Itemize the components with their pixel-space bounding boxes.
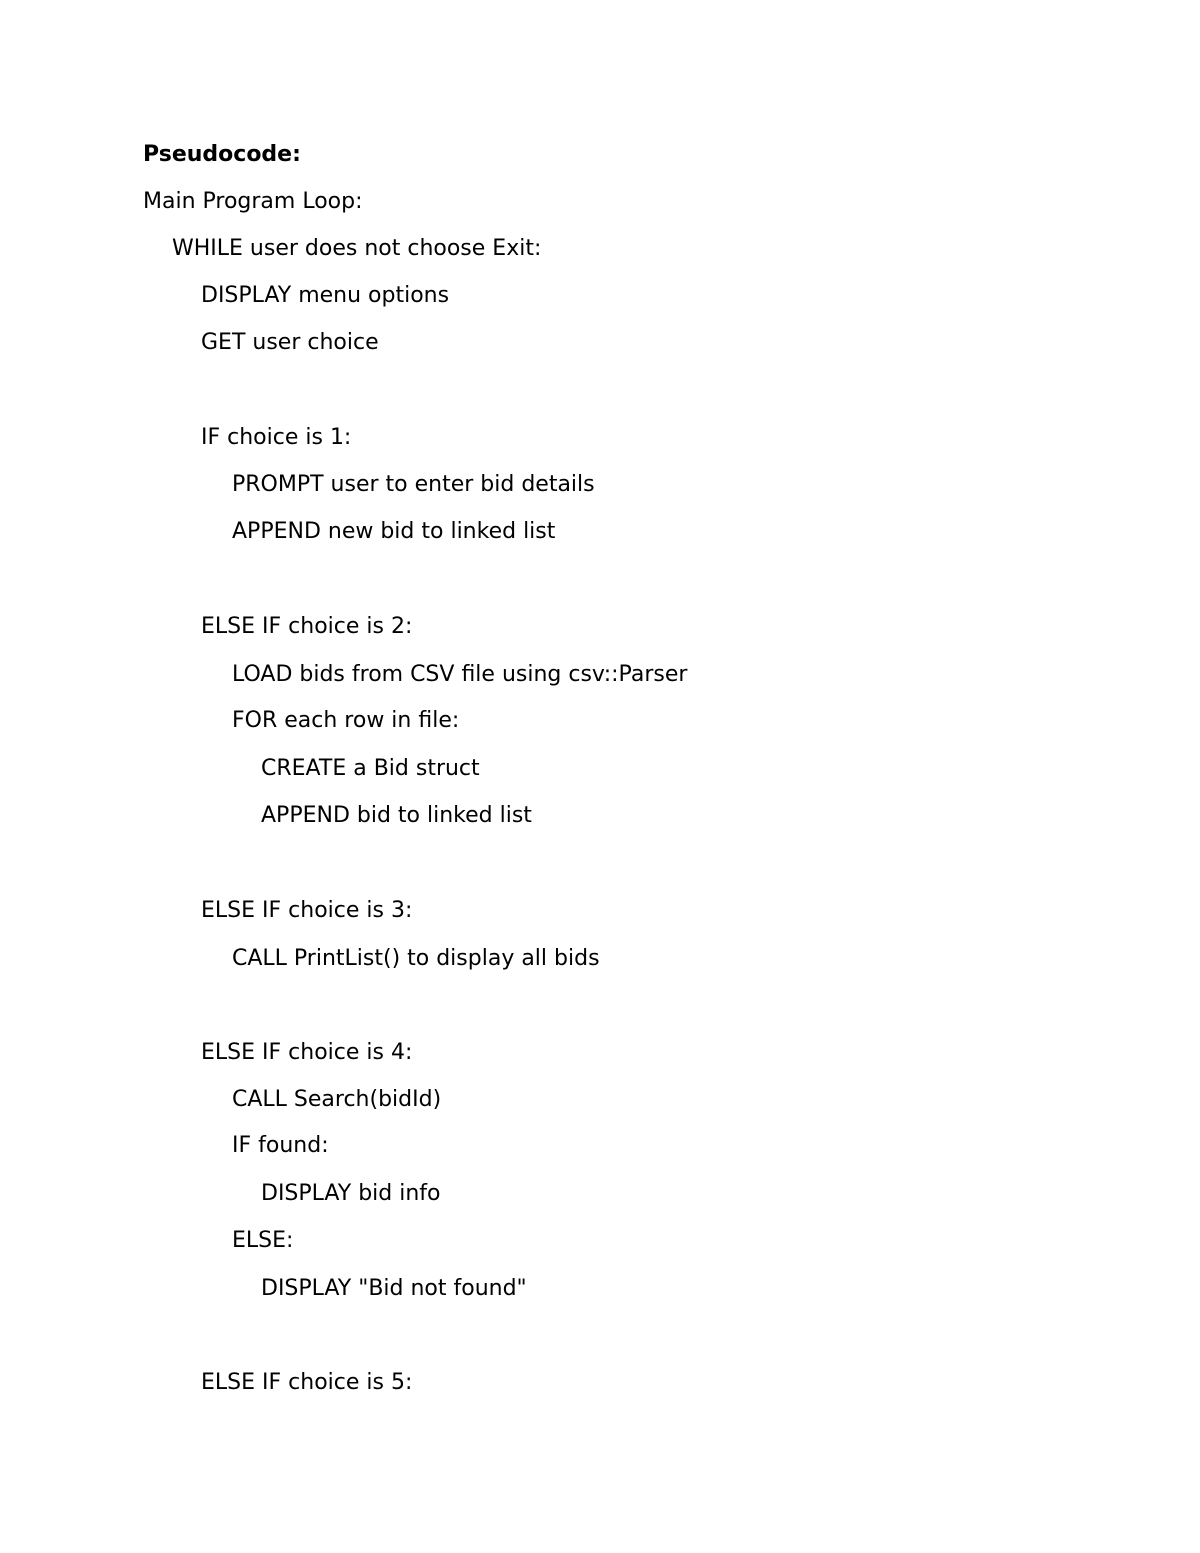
- code-line: PROMPT user to enter bid details: [232, 472, 595, 497]
- code-line: DISPLAY bid info: [261, 1181, 441, 1206]
- code-line: IF found:: [232, 1133, 329, 1158]
- code-line: WHILE user does not choose Exit:: [172, 236, 542, 261]
- code-line: ELSE IF choice is 2:: [201, 614, 413, 639]
- code-line: APPEND bid to linked list: [261, 803, 532, 828]
- code-line: DISPLAY "Bid not found": [261, 1276, 527, 1301]
- code-line: DISPLAY menu options: [201, 283, 450, 308]
- code-line: CALL Search(bidId): [232, 1087, 442, 1112]
- code-line: FOR each row in file:: [232, 708, 460, 733]
- document-heading: Pseudocode:: [143, 142, 301, 167]
- code-line: CREATE a Bid struct: [261, 756, 480, 781]
- code-line: LOAD bids from CSV file using csv::Parser: [232, 662, 688, 687]
- code-line: IF choice is 1:: [201, 425, 352, 450]
- code-line: ELSE IF choice is 5:: [201, 1370, 413, 1395]
- code-line: Main Program Loop:: [143, 189, 363, 214]
- code-line: ELSE IF choice is 4:: [201, 1040, 413, 1065]
- code-line: APPEND new bid to linked list: [232, 519, 556, 544]
- code-line: ELSE IF choice is 3:: [201, 898, 413, 923]
- code-line: ELSE:: [232, 1228, 294, 1253]
- code-line: CALL PrintList() to display all bids: [232, 946, 600, 971]
- code-line: GET user choice: [201, 330, 379, 355]
